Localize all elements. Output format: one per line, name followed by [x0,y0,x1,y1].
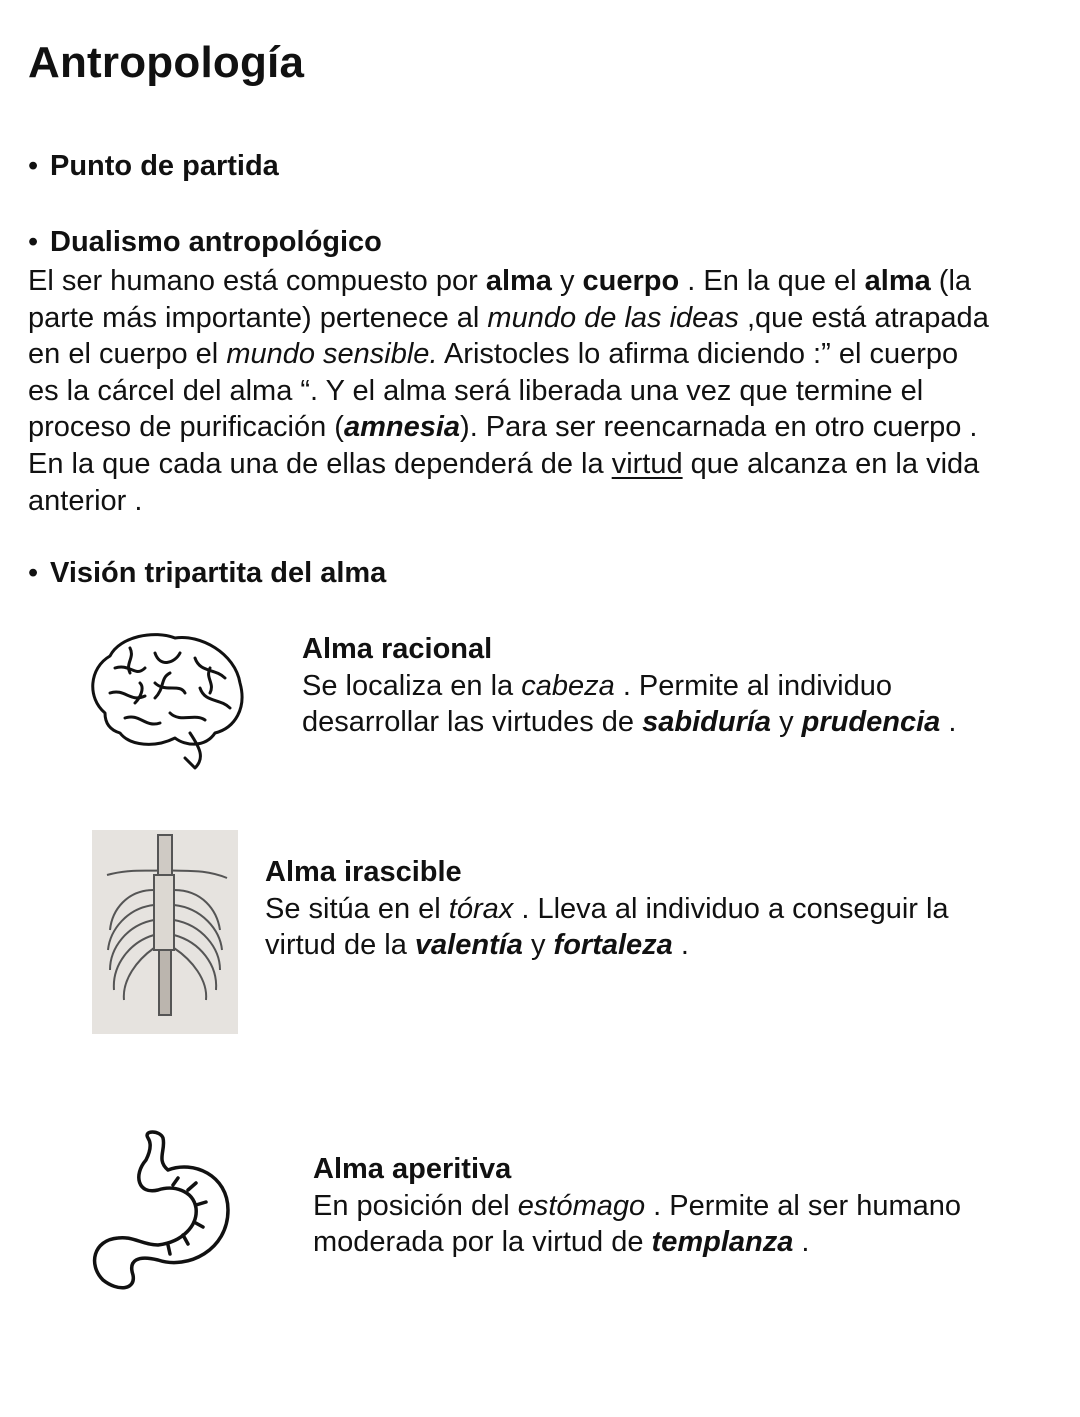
text-segment: ). Para ser reencarnada en otro cuerpo . [460,411,978,444]
text-segment: virtud de la [265,929,415,962]
bullet-dualismo: • Dualismo antropológico [28,226,382,258]
text-segment: fortaleza [553,929,673,962]
text-segment: y [551,265,583,297]
text-segment: cuerpo [582,265,680,297]
alma-irascible-title: Alma irascible [265,856,462,888]
text-segment: parte más importante) pertenece al [28,301,488,334]
alma-racional-title: Alma racional [302,633,493,665]
page-title: Antropología [28,38,305,87]
text-segment: proceso de purificación ( [28,411,344,444]
text-segment: . Permite al ser humano [645,1189,962,1222]
text-segment: . [940,706,957,739]
text-segment: Se sitúa en el [265,892,449,925]
text-segment: valentía [414,929,523,962]
bullet-punto-de-partida: • Punto de partida [28,150,279,182]
brain-icon [85,628,247,773]
text-segment: estómago [517,1189,646,1222]
text-segment: cabeza [521,669,615,702]
alma-irascible-block [265,854,949,964]
text-segment: sabiduría [642,706,772,739]
text-segment: y [522,929,554,962]
text-segment: moderada por la virtud de [313,1226,652,1259]
text-segment: . Lleva al individuo a conseguir la [513,892,949,925]
text-segment: . [672,929,689,962]
text-segment: templanza [651,1226,794,1259]
text-segment: alma [864,265,931,297]
text-segment: (la [930,265,972,297]
text-segment: es la cárcel del alma “. Y el alma será liberada una vez que termine el [28,374,924,407]
text-segment: alma [485,265,552,297]
bullet-label: Visión tripartita del alma [50,557,387,589]
ribcage-image [92,830,238,1034]
text-segment: prudencia [801,706,941,739]
text-segment: mundo de las ideas [487,301,739,334]
alma-aperitiva-title: Alma aperitiva [313,1153,512,1185]
text-segment: En la que cada una de ellas dependerá de la [28,447,612,480]
bullet-label: Punto de partida [50,150,279,182]
text-segment: . En la que el [679,265,865,297]
text-segment: mundo sensible. [226,338,438,371]
bullet-vision-tripartita: • Visión tripartita del alma [28,557,387,589]
text-segment: En posición del [313,1189,518,1222]
text-segment: que alcanza en la vida [682,447,980,480]
text-segment: El ser humano está compuesto por [28,265,486,297]
text-segment: y [771,706,802,739]
text-segment: amnesia [343,411,461,444]
text-segment: Se localiza en la [302,669,522,702]
dualismo-paragraph [28,263,1058,519]
text-segment: . [793,1226,810,1259]
text-segment: en el cuerpo el [28,338,227,371]
alma-racional-block [302,631,956,741]
text-segment: virtud [611,447,683,480]
text-segment: Aristocles lo afirma diciendo :” el cuerpo [437,338,959,371]
text-segment: . Permite al individuo [614,669,893,702]
bullet-label: Dualismo antropológico [50,226,382,258]
text-segment: ,que está atrapada [738,301,989,334]
alma-aperitiva-block [313,1151,961,1261]
text-segment: anterior . [28,484,143,517]
text-segment: desarrollar las virtudes de [302,706,643,739]
text-segment: tórax [448,892,514,925]
stomach-icon [88,1130,238,1295]
